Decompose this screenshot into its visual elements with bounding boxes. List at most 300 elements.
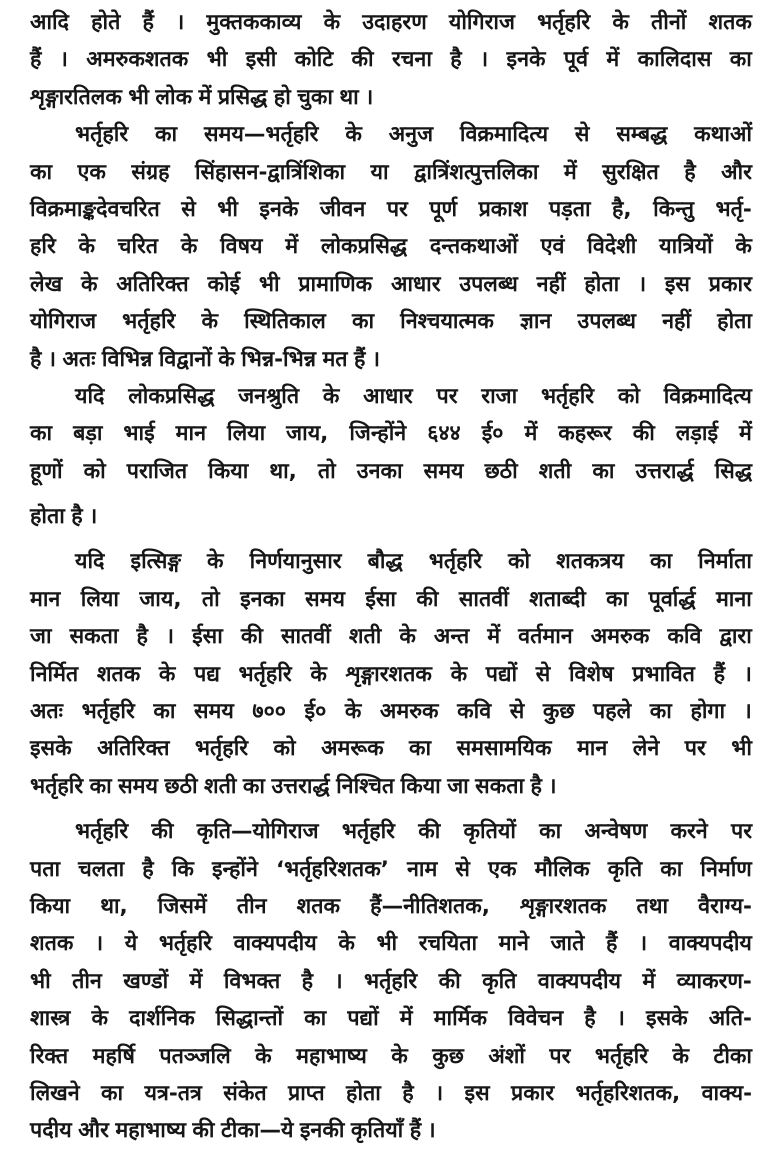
word: का — [30, 421, 53, 447]
word: वाक्यपदीय — [233, 931, 317, 957]
word: का — [101, 1080, 124, 1106]
word: अतः — [30, 699, 64, 725]
word: । — [334, 968, 343, 994]
text-line — [30, 4, 752, 41]
word: रचयिता — [418, 931, 478, 957]
word: है — [684, 159, 696, 185]
word: होता — [584, 271, 620, 297]
word: अन्त — [433, 624, 470, 650]
text-line — [30, 228, 752, 265]
word: को — [83, 458, 106, 484]
word: किया — [208, 458, 249, 484]
word: की — [418, 819, 441, 845]
word: विषय — [220, 234, 263, 260]
text-line — [30, 1038, 752, 1075]
word: भर्तृ- — [715, 196, 752, 222]
word: । — [176, 10, 185, 35]
word: भिन्न-भिन्न — [241, 346, 316, 372]
word: संकेत — [223, 1080, 267, 1106]
word: नाम — [406, 856, 438, 882]
word: के — [310, 661, 327, 687]
word: भर्तृहरि — [428, 549, 482, 575]
word: एक — [77, 159, 106, 185]
text-line — [30, 341, 752, 378]
word: भी — [258, 271, 280, 297]
word: में — [524, 421, 538, 447]
word: ईसा — [365, 586, 397, 612]
word: हूणों — [30, 458, 63, 484]
word: विद्वानों — [158, 346, 212, 372]
word: का — [660, 856, 683, 882]
word: उनका — [356, 458, 403, 484]
word: समय — [118, 773, 158, 799]
word: इनके — [506, 47, 546, 73]
word: किया — [30, 893, 71, 919]
word: के — [735, 234, 752, 260]
word: के — [180, 234, 198, 260]
word: योगिराज — [30, 309, 97, 335]
word: इसके — [30, 736, 72, 762]
paragraph-janashruti — [30, 378, 752, 536]
word: लेने — [632, 736, 660, 762]
word: पूर्ण — [429, 196, 458, 222]
word: कथाओं — [694, 122, 752, 148]
word: महाभाष्य — [115, 1118, 186, 1144]
text-line — [30, 851, 752, 888]
word: में — [739, 421, 752, 447]
word: मान — [175, 421, 207, 447]
word: प्रकाश — [478, 196, 528, 222]
word: जिन्होंने — [349, 421, 407, 447]
word: के — [344, 699, 362, 725]
word: होते — [91, 10, 121, 35]
word: से — [455, 856, 470, 882]
word: किन्तु — [653, 196, 695, 222]
word: कृतियाँ — [350, 1118, 404, 1144]
word: है — [301, 968, 314, 994]
word: खण्डों — [123, 968, 169, 994]
word: सकता — [475, 773, 525, 799]
word: के — [207, 549, 224, 575]
word: महाभाष्य — [296, 1043, 367, 1069]
word: निर्माण — [700, 856, 752, 882]
word: । — [165, 624, 175, 650]
word: है — [450, 47, 462, 73]
word: दन्तकथाओं — [429, 234, 518, 260]
word: कहरूर — [558, 421, 612, 447]
word: भर्तृहरि — [594, 1043, 649, 1069]
word: स्थितिकाल — [244, 309, 326, 335]
word: लिखने — [30, 1080, 80, 1106]
word: लिया — [80, 586, 119, 612]
word: में — [642, 968, 656, 994]
word: शतकत्रय — [556, 549, 624, 575]
word: की — [351, 47, 374, 73]
word: उपलब्ध — [459, 271, 518, 297]
text-line — [30, 581, 752, 618]
word: के — [78, 234, 96, 260]
word: पर — [684, 736, 706, 762]
word: यत्र-तत्र — [144, 1080, 202, 1106]
word: में — [198, 84, 212, 110]
word: किया — [400, 773, 441, 799]
word: भर्तृहरिशतक, — [575, 1080, 681, 1106]
text-line — [30, 1000, 752, 1037]
word: लड़ाई — [675, 421, 719, 447]
word: कवि — [667, 624, 702, 650]
word: हैं—नीतिशतक, — [370, 893, 490, 919]
word: का — [89, 773, 112, 799]
word: कृति—योगिराज — [196, 819, 319, 845]
word: का — [729, 47, 752, 73]
word: समय—भर्तृहरि — [203, 122, 319, 148]
word: जाते — [550, 931, 585, 957]
word: की — [416, 586, 439, 612]
word: लोकप्रसिद्ध — [128, 383, 215, 409]
word: के — [201, 309, 218, 335]
word: कृति — [607, 856, 643, 882]
word: । — [743, 699, 752, 725]
word: विशेष — [568, 661, 614, 687]
text-line — [30, 1075, 752, 1112]
word: तीनों — [651, 10, 687, 35]
word: यात्रियों — [659, 234, 713, 260]
word: प्रकार — [708, 271, 752, 297]
word: कवि — [457, 699, 492, 725]
word: तो — [317, 458, 336, 484]
word: शतक — [296, 893, 341, 919]
word: के — [345, 122, 362, 148]
word: प्रामाणिक — [298, 271, 373, 297]
word: कोटि — [294, 47, 334, 73]
word: है — [30, 346, 42, 372]
word: विक्रमादित्य — [663, 383, 752, 409]
word: शती — [348, 624, 382, 650]
word: पद्यों — [347, 1006, 379, 1032]
word: है — [530, 773, 542, 799]
word: । — [94, 931, 104, 957]
word: इनका — [240, 586, 285, 612]
word: तीन — [236, 893, 267, 919]
word: इसी — [245, 47, 277, 73]
word: हो — [273, 84, 291, 110]
word: वाक्यपदीय — [537, 968, 622, 994]
text-line — [30, 1112, 752, 1149]
word: भर्तृहरि — [194, 736, 249, 762]
text-line — [30, 41, 752, 78]
word: द्वारा — [719, 624, 752, 650]
word: अमरुकशतक — [86, 47, 189, 73]
word: अन्वेषण — [584, 819, 648, 845]
word: जा — [30, 624, 52, 650]
word: मार्मिक — [433, 1006, 488, 1032]
word: से — [509, 699, 525, 725]
word: आधार — [390, 271, 441, 297]
word: होता — [30, 504, 65, 530]
word: रचना — [391, 47, 432, 73]
word: जाय, — [286, 421, 329, 447]
word: लोकप्रसिद्ध — [320, 234, 408, 260]
text-line — [30, 453, 752, 490]
word: में — [606, 47, 620, 73]
word: द्वात्रिंशत्पुत्तलिका — [414, 159, 539, 185]
text-line — [30, 888, 752, 925]
word: प्रकार — [511, 1080, 555, 1106]
word: था, — [100, 893, 128, 919]
word: को — [507, 549, 531, 575]
word: अतिरिक्त — [116, 271, 189, 297]
word: इनकी — [299, 1118, 345, 1144]
word: निर्मित — [30, 661, 79, 687]
word: के — [255, 1043, 272, 1069]
word: समय — [193, 699, 234, 725]
word: इस — [664, 271, 690, 297]
word: चुका — [297, 84, 333, 110]
word: प्राप्त — [287, 1080, 325, 1106]
word: ज्ञान — [520, 309, 552, 335]
word: यदि — [75, 549, 105, 575]
word: की — [632, 421, 655, 447]
word: उत्तरार्द्ध — [271, 773, 330, 799]
word: भर्तृहरि — [30, 773, 84, 799]
word: भर्तृहरि — [75, 122, 129, 148]
word: के — [323, 10, 341, 35]
word: । — [616, 1006, 625, 1032]
word: शास्त्र — [30, 1006, 71, 1032]
word: ६४४ — [427, 421, 461, 447]
word: भर्तृहरि — [81, 699, 135, 725]
word: समय — [423, 458, 464, 484]
word: पराजित — [126, 458, 188, 484]
word: उत्तरार्द्ध — [635, 458, 694, 484]
text-line — [30, 303, 752, 340]
word: अति- — [708, 1006, 752, 1032]
word: शृङ्गारशतक — [345, 661, 432, 687]
word: इन्होंने — [212, 856, 258, 882]
paragraph-intro-continuation — [30, 4, 752, 116]
word: में — [285, 234, 299, 260]
text-line — [30, 730, 752, 767]
word: शताब्दी — [529, 586, 586, 612]
word: पर — [549, 1043, 571, 1069]
word: अंशों — [488, 1043, 525, 1069]
word: के — [218, 346, 235, 372]
word: पर — [436, 383, 458, 409]
word: सिंहासन-द्वात्रिंशिका — [194, 159, 346, 185]
word: शतक — [96, 661, 141, 687]
word: शतक — [30, 931, 74, 957]
text-line — [30, 498, 752, 535]
word: वैराग्य- — [698, 893, 752, 919]
word: मान — [30, 586, 61, 612]
word: हैं — [605, 931, 618, 957]
word: रिक्त — [30, 1043, 69, 1069]
word: शती — [204, 773, 237, 799]
word: पद्य — [194, 661, 220, 687]
word: में — [399, 1006, 413, 1032]
word: और — [721, 159, 752, 185]
text-line — [30, 693, 752, 730]
word: एक — [488, 856, 517, 882]
word: जा — [447, 773, 469, 799]
word: लेख — [30, 271, 63, 297]
word: हैं — [713, 661, 726, 687]
word: का — [351, 309, 375, 335]
word: विवेचन — [508, 1006, 564, 1032]
word: के — [672, 1043, 690, 1069]
section-heading-line — [30, 813, 752, 850]
word: कालिदास — [637, 47, 712, 73]
word: हैं — [409, 1118, 422, 1144]
word: करने — [670, 819, 708, 845]
word: समसामयिक — [456, 736, 552, 762]
text-line — [30, 154, 752, 191]
text-line — [30, 656, 752, 693]
word: पतञ्जलि — [159, 1043, 231, 1069]
word: सातवीं — [280, 624, 331, 650]
word: अमरुक — [379, 699, 439, 725]
word: का — [153, 699, 176, 725]
text-line — [30, 618, 752, 655]
word: निर्माता — [698, 549, 752, 575]
word: । — [743, 661, 752, 687]
word: यदि — [75, 383, 105, 409]
word: । — [637, 271, 647, 297]
word: पूर्वार्द्ध — [648, 586, 696, 612]
word: सिद्ध — [714, 458, 752, 484]
word: राजा — [481, 383, 518, 409]
word: की — [151, 819, 174, 845]
text-line — [30, 925, 752, 962]
word: सुरक्षित — [602, 159, 659, 185]
word: को — [617, 383, 640, 409]
text-line — [30, 543, 752, 580]
text-line — [30, 963, 752, 1000]
word: समय — [305, 586, 345, 612]
word: का — [649, 549, 673, 575]
word: भी — [217, 196, 238, 222]
word: । — [59, 47, 68, 73]
text-line — [30, 191, 752, 228]
text-line — [30, 378, 752, 415]
word: भर्तृहरि — [341, 819, 395, 845]
word: लोक — [155, 84, 193, 110]
word: का — [606, 586, 629, 612]
word: संग्रह — [131, 159, 170, 185]
word: के — [158, 661, 176, 687]
word: सातवीं — [458, 586, 509, 612]
word: में — [487, 624, 501, 650]
word: चलता — [78, 856, 125, 882]
word: आदि — [30, 10, 69, 35]
word: पर — [730, 819, 752, 845]
word: नहीं — [662, 309, 692, 335]
word: भर्तृहरि — [158, 931, 212, 957]
word: से — [535, 661, 551, 687]
word: मुक्तककाव्य — [206, 10, 302, 35]
word: के — [338, 931, 355, 957]
word: पहले — [593, 699, 632, 725]
word: मान — [576, 736, 608, 762]
section-heading-line — [30, 116, 752, 153]
word: वाक्य- — [701, 1080, 752, 1106]
word: है — [136, 624, 148, 650]
word: योगिराज — [448, 10, 515, 35]
word: माना — [715, 586, 752, 612]
word: की — [438, 968, 461, 994]
word: कोई — [207, 271, 241, 297]
word: इस — [464, 1080, 490, 1106]
word: की — [240, 624, 263, 650]
word: हैं — [142, 10, 154, 35]
word: है — [402, 1080, 414, 1106]
word: भी — [376, 931, 398, 957]
word: मौलिक — [534, 856, 590, 882]
word: के — [80, 271, 98, 297]
word: पूर्व — [563, 47, 589, 73]
word: बड़ा — [73, 421, 103, 447]
word: विदेशी — [587, 234, 637, 260]
word: ये — [124, 931, 138, 957]
word: भर्तृहरि — [364, 968, 418, 994]
word: पता — [30, 856, 61, 882]
word: जनश्रुति — [238, 383, 300, 409]
word: हैं — [354, 346, 366, 372]
word: भर्तृहरि — [540, 383, 595, 409]
word: जिसमें — [157, 893, 207, 919]
word: प्रभावित — [632, 661, 695, 687]
word: अतः — [62, 346, 96, 372]
word: कुछ — [542, 699, 575, 725]
word: कुछ — [432, 1043, 464, 1069]
word: शती — [538, 458, 572, 484]
word: । — [427, 1118, 436, 1144]
word: कृतियों — [463, 819, 516, 845]
word: है — [142, 856, 154, 882]
word: का — [242, 773, 265, 799]
word: भाई — [123, 421, 155, 447]
paragraph-bhartrihari-ka-samay — [30, 116, 752, 378]
word: के — [450, 661, 468, 687]
word: से — [181, 196, 196, 222]
word: सकता — [69, 624, 119, 650]
word: निर्णयानुसार — [249, 549, 342, 575]
word: होगा — [690, 699, 726, 725]
word: ईसा — [192, 624, 223, 650]
word: ई० — [304, 699, 327, 725]
word: । — [480, 47, 489, 73]
word: भी — [206, 47, 228, 73]
word: उदाहरण — [362, 10, 427, 35]
word: । — [371, 346, 381, 372]
word: का — [592, 458, 615, 484]
word: । — [365, 84, 374, 110]
word: हैं — [30, 47, 42, 73]
word: ‘भर्तृहरिशतक’ — [276, 856, 389, 882]
word: के — [399, 624, 416, 650]
text-line — [30, 415, 752, 452]
word: । — [548, 773, 557, 799]
word: के — [91, 1006, 109, 1032]
word: में — [189, 968, 203, 994]
word: को — [273, 736, 296, 762]
word: शृङ्गारशतक — [520, 893, 607, 919]
word: दार्शनिक — [129, 1006, 195, 1032]
paragraph-itsing — [30, 543, 752, 805]
word: कि — [171, 856, 194, 882]
word: वर्तमान — [518, 624, 573, 650]
word: बौद्ध — [367, 549, 403, 575]
